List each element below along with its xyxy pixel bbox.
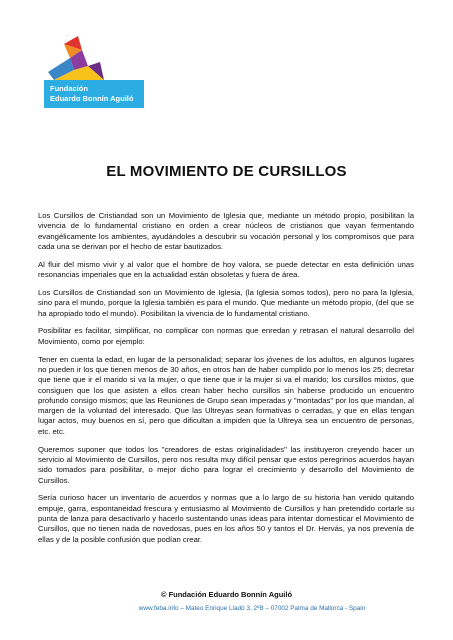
paragraph: Tener en cuenta la edad, en lugar de la personalidad; separar los jóvenes de los adultos, en algunos lugares no pueden ir los que tienen menos de 30 años, en otros han de haber cumplido por lo menos los 25; decretar que tiene que ir el marido si va la mujer, o que tiene que ir la mujer si va el marido; los cursillos mixtos, que consiguen que los que asisten a ellos crean haber hecho cursillos sin haberse producido un encuentro profundo consigo mismos; que las Reuniones de Grupo sean imperadas y "montadas" por los que mandan, al margen de la voluntad del interesado. Que las Ultreyas sean formativas o cerradas, y que en ellas tengan lugar actos, muy buenos en sí, pero que dificultan a impiden que la Ultreya sea un encuentro de personas, etc. etc. xyxy=(38,354,414,436)
page-title: EL MOVIMIENTO DE CURSILLOS xyxy=(106,163,347,180)
footer-address[interactable]: www.feba.info – Mateo Enrique Lladó 3, 2ºB – 07002 Palma de Mallorca - Spain xyxy=(138,605,366,612)
body-text xyxy=(38,211,414,552)
footer-org: © Fundación Eduardo Bonnín Aguiló xyxy=(160,590,293,599)
brand-band xyxy=(44,80,144,108)
paragraph: Los Cursillos de Cristiandad son un Movimiento de Iglesia que, mediante un método propio, posibilitan la vivencia de lo fundamental cristiano en orden a crear núcleos de cristianos que vayan fermentando evangélicamente los ambientes, ayudándoles a descubrir su vocación personal y los compromisos que para cada una se derivan por el hecho de estar bautizados. xyxy=(38,211,414,251)
paragraph: Queremos suponer que todos los "creadores de estas originalidades" las instituyeron creyendo hacer un servicio al Movimiento de Cursillos, pero nos resulta muy difícil pensar que estos peregrinos acuerdos hayan sido tomados para posibilitar, o mejor dicho para lograr el crecimiento y desarrollo del Movimiento de Cursillos. xyxy=(38,444,414,485)
brand-line-1: Fundación xyxy=(50,84,88,93)
paragraph: Al fluir del mismo vivir y al valor que el hombre de hoy valora, se puede detectar en esta definición unas resonancias imperiales que en la actualidad están obsoletas y fuera de área. xyxy=(38,259,414,280)
paragraph: Sería curioso hacer un inventario de acuerdos y normas que a lo largo de su historia han venido quitando empuje, garra, espontaneidad frescura y entusiasmo al Movimiento de Cursillos y han pretendido cortarle su punta de lanza para desactivarlo y hacerlo sustentando unas ideas para intentar domesticar el Movimiento de Cursillos, que no tienen nada de novedosas, pues en los años 50 y tantos el Dr. Hervás, ya nos prevenía de ellas y de la posible confusión que podían crear. xyxy=(38,493,414,544)
paragraph: Los Cursillos de Cristiandad son un Movimiento de Iglesia, (la Iglesia somos todos), pero no para la Iglesia, sino para el mundo, porque la Iglesia también es para el mundo. Que mediante un método propio, (del que se ha apropiado todo el mundo). Posibilitan la vivencia de lo fundamental cristiano. xyxy=(38,287,414,318)
brand-line-2: Eduardo Bonnín Aguiló xyxy=(50,94,134,103)
paragraph: Posibilitar es facilitar, simplificar, no complicar con normas que enredan y retrasan el natural desarrollo del Movimiento, como por ejemplo: xyxy=(38,326,414,346)
